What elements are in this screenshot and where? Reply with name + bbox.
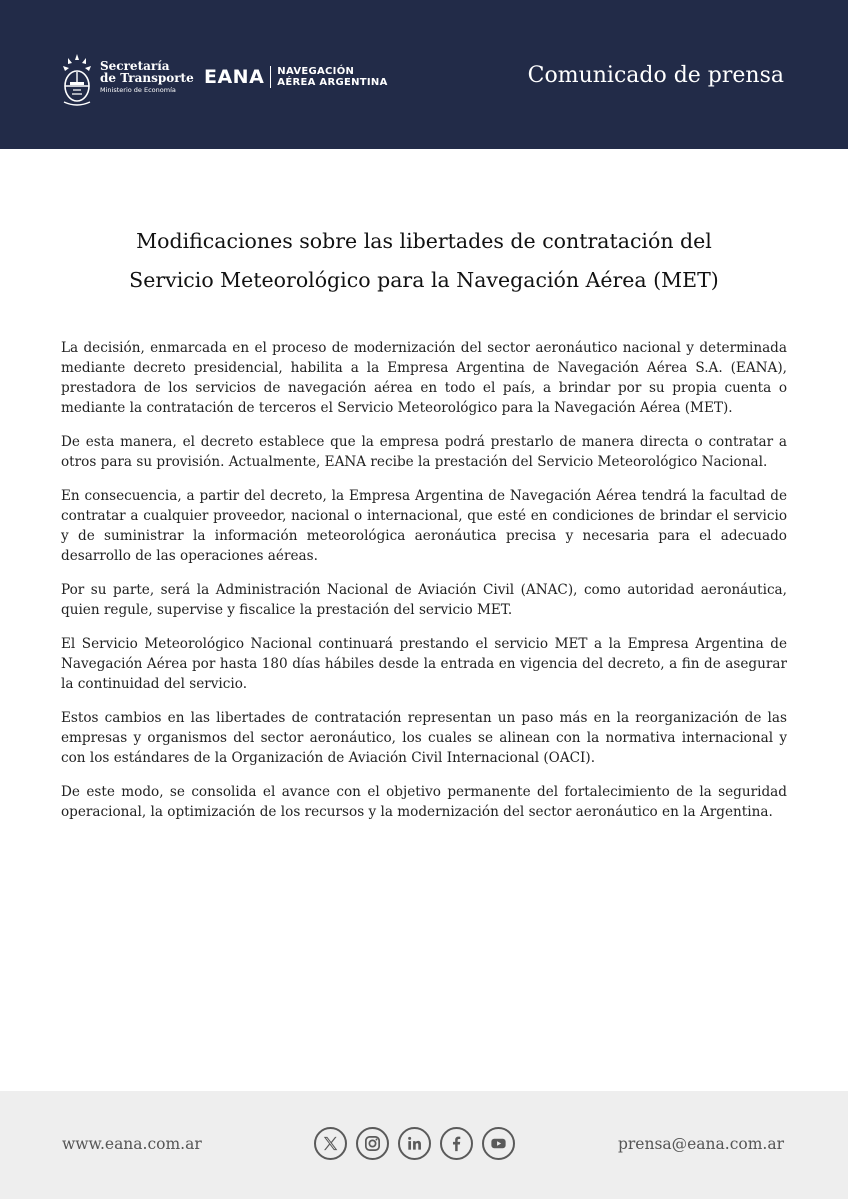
secretaria-logo — [100, 60, 194, 94]
ministerio-label: Ministerio de Economía — [100, 86, 176, 94]
paragraph-3: En consecuencia, a partir del decreto, la Empresa Argentina de Navegación Aérea tendrá la facultad de contratar a cualquier proveedor, nacional o internacional, que esté en condiciones de brindar el servicio y de suministrar la información meteorológica aeronáutica precisa y necesaria para el adecuado desarrollo de las operaciones aéreas. — [61, 488, 787, 564]
eana-sub-line1: NAVEGACIÓN — [277, 66, 355, 77]
page-title — [80, 222, 768, 300]
paragraph-1: La decisión, enmarcada en el proceso de modernización del sector aeronáutico nacional y determinada mediante decreto presidencial, habilita a la Empresa Argentina de Navegación Aérea S.A. (EANA), prestadora de los servicios de navegación aérea en todo el país, a brindar por su propia cuenta o mediante la contratación de terceros el Servicio Meteorológico para la Navegación Aérea (MET). — [61, 340, 787, 416]
youtube-icon[interactable] — [482, 1127, 515, 1160]
secretaria-line1: Secretaría — [100, 59, 170, 73]
eana-separator — [270, 66, 271, 88]
x-icon[interactable] — [314, 1127, 347, 1160]
secretaria-line2: de Transporte — [100, 71, 194, 85]
header-banner — [0, 0, 848, 149]
paragraph-7: De este modo, se consolida el avance con el objetivo permanente del fortalecimiento de la seguridad operacional, la optimización de los recursos y la modernización del sector aeronáutico en la Argentina. — [61, 784, 787, 820]
social-links — [314, 1127, 515, 1160]
eana-subtitle — [277, 66, 387, 88]
paragraph-2: De esta manera, el decreto establece que la empresa podrá prestarlo de manera directa o contratar a otros para su provisión. Actualmente, EANA recibe la prestación del Servicio Meteorológico Nacional. — [61, 434, 787, 470]
eana-sub-line2: AÉREA ARGENTINA — [277, 77, 388, 88]
title-line1: Modificaciones sobre las libertades de contratación del — [136, 229, 712, 253]
linkedin-icon[interactable] — [398, 1127, 431, 1160]
eana-logo — [204, 66, 388, 88]
paragraph-6: Estos cambios en las libertades de contratación representan un paso más en la reorganización de las empresas y organismos del sector aeronáutico, los cuales se alinean con la normativa internacional y con los estándares de la Organización de Aviación Civil Internacional (OACI). — [61, 710, 787, 766]
facebook-icon[interactable] — [440, 1127, 473, 1160]
press-release-body — [61, 338, 787, 836]
document-type-label: Comunicado de prensa — [527, 63, 784, 88]
footer — [0, 1091, 848, 1199]
eana-wordmark: EANA — [204, 66, 265, 88]
argentina-seal-icon — [60, 52, 94, 108]
instagram-icon[interactable] — [356, 1127, 389, 1160]
title-line2: Servicio Meteorológico para la Navegación Aérea (MET) — [129, 268, 719, 292]
paragraph-5: El Servicio Meteorológico Nacional continuará prestando el servicio MET a la Empresa Argentina de Navegación Aérea por hasta 180 días hábiles desde la entrada en vigencia del decreto, a fin de asegurar la continuidad del servicio. — [61, 636, 787, 692]
website-link[interactable]: www.eana.com.ar — [62, 1135, 202, 1153]
email-link[interactable]: prensa@eana.com.ar — [617, 1135, 784, 1153]
paragraph-4: Por su parte, será la Administración Nacional de Aviación Civil (ANAC), como autoridad aeronáutica, quien regule, supervise y fiscalice la prestación del servicio MET. — [61, 582, 787, 618]
